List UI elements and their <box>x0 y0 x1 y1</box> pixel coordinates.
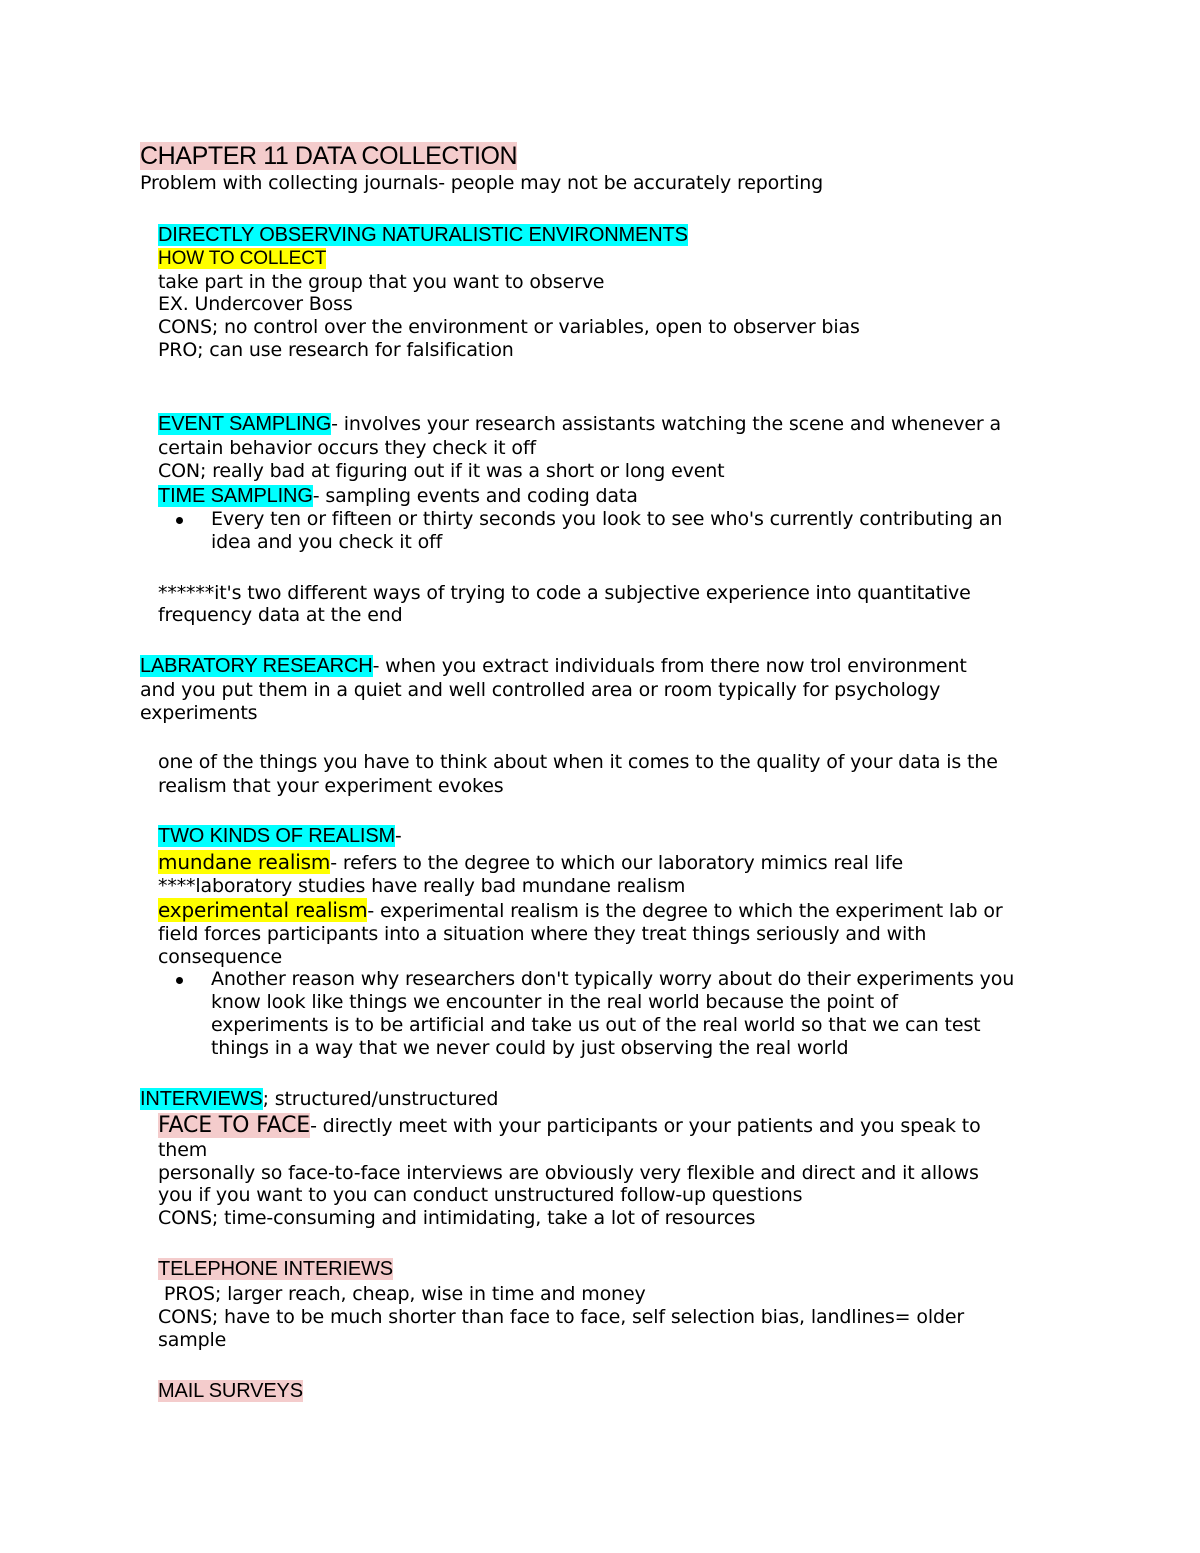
bullet-dot <box>176 517 183 524</box>
experimental-realism-cont: consequence <box>158 946 283 968</box>
telephone-line: PROS; larger reach, cheap, wise in time and money <box>158 1283 646 1305</box>
lab-research-cont: and you put them in a quiet and well controlled area or room typically for psychology <box>140 679 941 701</box>
bullet-dot <box>176 977 183 984</box>
time-sampling-line: TIME SAMPLING- sampling events and coding data <box>158 485 638 507</box>
time-sampling-term: TIME SAMPLING <box>158 485 313 507</box>
face-to-face-line: FACE TO FACE- directly meet with your participants or your patients and you speak to <box>158 1113 981 1138</box>
experimental-realism-term: experimental realism <box>158 898 368 922</box>
telephone-heading: TELEPHONE INTERIEWS <box>158 1258 393 1280</box>
mail-surveys-heading: MAIL SURVEYS <box>158 1380 303 1402</box>
face-to-face-cont: you if you want to you can conduct unstructured follow-up questions <box>158 1184 803 1206</box>
event-sampling-cont: certain behavior occurs they check it off <box>158 437 536 459</box>
event-sampling-line: EVENT SAMPLING- involves your research assistants watching the scene and whenever a <box>158 413 1001 435</box>
lab-research-line: LABRATORY RESEARCH- when you extract individuals from there now trol environment <box>140 655 967 677</box>
naturalistic-line: EX. Undercover Boss <box>158 293 353 315</box>
realism-bullet: experiments is to be artificial and take us out of the real world so that we can test <box>211 1014 981 1036</box>
event-sampling-con: CON; really bad at figuring out if it was a short or long event <box>158 460 725 482</box>
naturalistic-line: take part in the group that you want to observe <box>158 271 605 293</box>
naturalistic-heading: DIRECTLY OBSERVING NATURALISTIC ENVIRONMENTS <box>158 224 688 246</box>
interviews-term: INTERVIEWS <box>140 1088 263 1110</box>
face-to-face-cont: them <box>158 1139 208 1161</box>
telephone-line: CONS; have to be much shorter than face to face, self selection bias, landlines= older <box>158 1306 965 1328</box>
lab-research-term: LABRATORY RESEARCH <box>140 655 373 677</box>
time-sampling-bullet: Every ten or fifteen or thirty seconds you look to see who's currently contributing an <box>211 508 1003 530</box>
mundane-realism-line: mundane realism- refers to the degree to which our laboratory mimics real life <box>158 850 904 874</box>
mundane-realism-note: ****laboratory studies have really bad mundane realism <box>158 875 686 897</box>
quality-line: realism that your experiment evokes <box>158 775 504 797</box>
realism-bullet: things in a way that we never could by just observing the real world <box>211 1037 849 1059</box>
realism-bullet: know look like things we encounter in the real world because the point of <box>211 991 898 1013</box>
naturalistic-line: PRO; can use research for falsification <box>158 339 514 361</box>
interviews-line: INTERVIEWS; structured/unstructured <box>140 1088 499 1110</box>
face-to-face-cont: personally so face-to-face interviews are obviously very flexible and direct and it allows <box>158 1162 979 1184</box>
experimental-realism-line: experimental realism- experimental realism is the degree to which the experiment lab or <box>158 898 1003 922</box>
note-line: ******it's two different ways of trying to code a subjective experience into quantitative <box>158 582 971 604</box>
face-to-face-cont: CONS; time-consuming and intimidating, take a lot of resources <box>158 1207 756 1229</box>
realism-bullet: Another reason why researchers don't typically worry about do their experiments you <box>211 968 1015 990</box>
telephone-line: sample <box>158 1329 227 1351</box>
event-sampling-term: EVENT SAMPLING <box>158 413 332 435</box>
mundane-realism-term: mundane realism <box>158 850 331 874</box>
quality-line: one of the things you have to think about when it comes to the quality of your data is the <box>158 751 998 773</box>
lab-research-cont: experiments <box>140 702 258 724</box>
how-to-collect-heading: HOW TO COLLECT <box>158 248 327 269</box>
face-to-face-term: FACE TO FACE <box>158 1113 311 1138</box>
page-title-text: CHAPTER 11 DATA COLLECTION <box>140 142 518 170</box>
intro-text: Problem with collecting journals- people may not be accurately reporting <box>140 172 824 194</box>
note-line: frequency data at the end <box>158 604 403 626</box>
naturalistic-line: CONS; no control over the environment or variables, open to observer bias <box>158 316 860 338</box>
time-sampling-bullet: idea and you check it off <box>211 531 443 553</box>
page-title <box>140 141 517 171</box>
experimental-realism-cont: field forces participants into a situation where they treat things seriously and with <box>158 923 927 945</box>
realism-heading: TWO KINDS OF REALISM- <box>158 825 402 847</box>
